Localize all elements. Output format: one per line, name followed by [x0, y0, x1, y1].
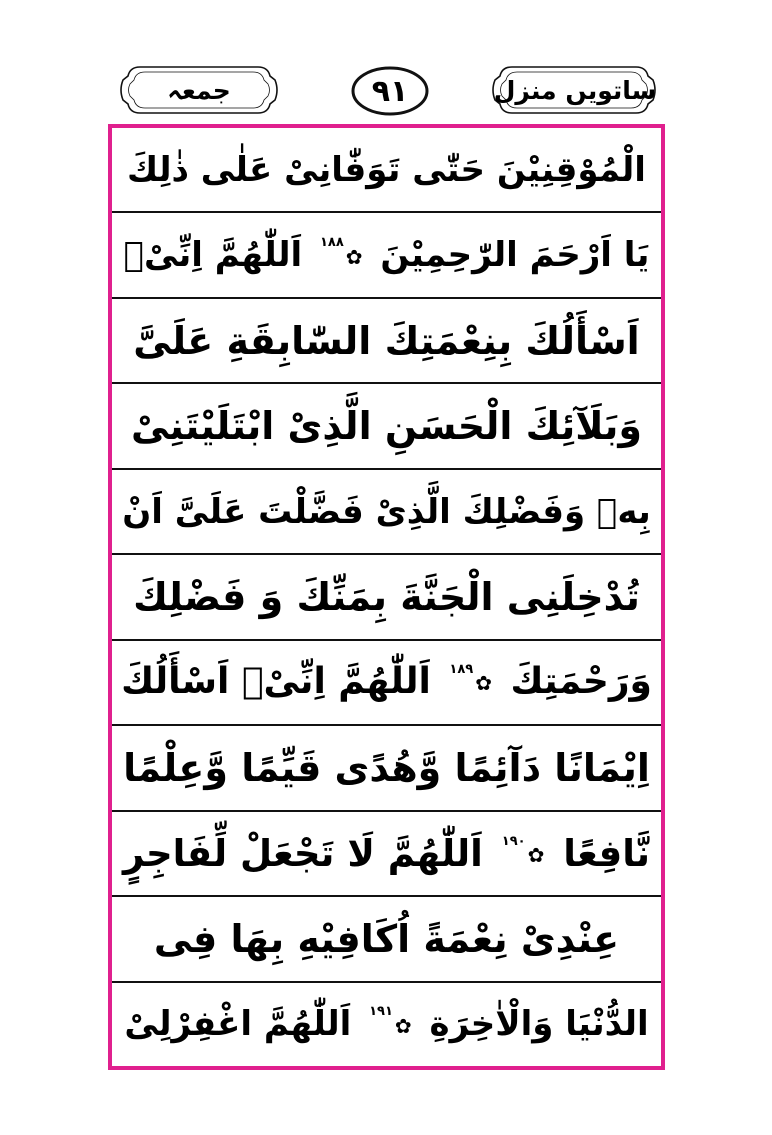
text-line-5 — [112, 470, 661, 555]
arabic-text — [133, 318, 640, 363]
text-segment: اَللّٰهُمَّ اِنِّىْۤ اَسْأَلُكَ — [121, 661, 431, 703]
verse-number: ١٩٠ — [501, 833, 526, 849]
text-line-3 — [112, 299, 661, 384]
page-number: ٩١ — [371, 73, 409, 109]
text-lines — [112, 128, 661, 1066]
text-segment: وَبَلَآئِكَ الْحَسَنِ الَّذِىْ ابْتَلَيْتَنِىْ — [131, 404, 642, 449]
text-line-2 — [112, 213, 661, 298]
verse-marker — [369, 1004, 412, 1038]
text-frame — [108, 124, 665, 1070]
text-line-11 — [112, 983, 661, 1066]
arabic-text — [123, 235, 650, 276]
text-segment: عِنْدِىْ نِعْمَةً اُكَافِيْهِ بِهَا فِى — [153, 916, 620, 961]
text-line-7 — [112, 641, 661, 726]
text-line-6 — [112, 555, 661, 640]
page-header — [0, 0, 772, 122]
arabic-text — [122, 831, 651, 875]
flower-icon: ✿ — [527, 843, 545, 868]
verse-marker — [319, 235, 363, 269]
verse-number: ١٨٩ — [449, 661, 474, 677]
flower-icon: ✿ — [345, 244, 363, 269]
verse-marker — [449, 661, 492, 696]
flower-icon: ✿ — [394, 1013, 412, 1038]
text-segment: اَللّٰهُمَّ اغْفِرْلِىْ — [124, 1004, 352, 1045]
text-line-1 — [112, 128, 661, 213]
text-line-4 — [112, 384, 661, 469]
arabic-text — [123, 745, 650, 790]
arabic-text — [153, 916, 620, 961]
verse-number: ١٨٨ — [319, 235, 344, 251]
arabic-text — [131, 404, 642, 449]
arabic-text — [122, 491, 651, 532]
verse-marker — [501, 833, 545, 868]
text-segment: نَّافِعًا — [563, 831, 651, 875]
text-segment: الدُّنْيَا وَالْاٰخِرَةِ — [429, 1004, 649, 1045]
text-segment: وَرَحْمَتِكَ — [510, 661, 652, 703]
text-segment: اَللّٰهُمَّ لَا تَجْعَلْ لِّفَاجِرٍ — [122, 831, 483, 875]
text-segment: يَا اَرْحَمَ الرّٰحِمِيْنَ — [380, 235, 650, 276]
text-segment: اِيْمَانًا دَآئِمًا وَّهُدًى قَيِّمًا وَّعِلْمًا — [123, 745, 650, 790]
text-line-8 — [112, 726, 661, 811]
text-line-10 — [112, 897, 661, 982]
text-segment: اَسْأَلُكَ بِنِعْمَتِكَ السّٰابِقَةِ عَلَىَّ — [133, 318, 640, 363]
arabic-text — [124, 1004, 649, 1045]
arabic-text — [133, 574, 640, 619]
arabic-text — [121, 661, 652, 703]
text-line-9 — [112, 812, 661, 897]
text-segment: الْمُوْقِنِيْنَ حَتّٰى تَوَفّٰانِىْ عَلٰى ذٰلِكَ — [127, 149, 646, 190]
manzil-label: ساتویں منزل — [493, 75, 657, 105]
text-segment: اَللّٰهُمَّ اِنِّىْۤ — [123, 235, 303, 276]
flower-icon: ✿ — [475, 671, 492, 696]
day-label: جمعہ — [167, 75, 231, 105]
text-segment: بِهٖ وَفَضْلِكَ الَّذِىْ فَضَّلْتَ عَلَىَّ اَنْ — [122, 491, 651, 532]
verse-number: ١٩١ — [369, 1004, 393, 1020]
text-segment: تُدْخِلَنِى الْجَنَّةَ بِمَنِّكَ وَ فَضْلِكَ — [133, 574, 640, 619]
arabic-text — [127, 149, 646, 190]
